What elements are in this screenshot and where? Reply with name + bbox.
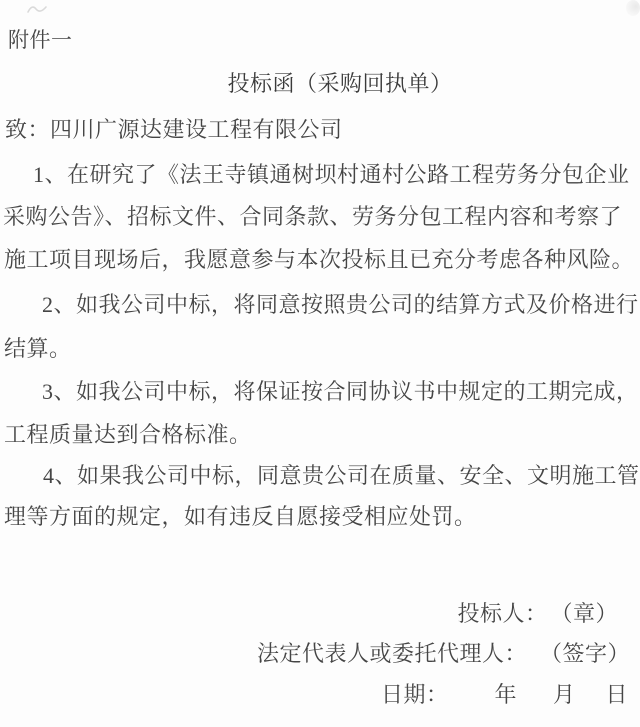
bidder-label: 投标人： [457,601,548,626]
attachment-label: 附件一 [8,28,73,52]
paragraph-2-line-1: 2、如我公司中标，将同意按照贵公司的结算方式及价格进行 [42,292,639,317]
paragraph-3-line-2: 工程质量达到合格标准。 [4,422,252,447]
date-year-placeholder: 年 [494,682,517,707]
date-label: 日期： [380,682,449,707]
paragraph-2-line-2: 结算。 [4,336,72,361]
bidder-seal-placeholder: （章） [561,601,618,626]
paragraph-1-line-3: 施工项目现场后，我愿意参与本次投标且已充分考虑各种风险。 [4,247,635,272]
paragraph-4-line-2: 理等方面的规定，如有违反自愿接受相应处罚。 [4,504,477,529]
signature-bidder-line [457,600,618,628]
salutation-line: 致：四川广源达建设工程有限公司 [5,117,343,142]
paragraph-1-line-2: 采购公告》、招标文件、合同条款、劳务分包工程内容和考察了 [3,204,623,229]
scan-pencil-mark [26,2,48,16]
scan-smudge [626,0,640,16]
signature-date-line [381,681,628,709]
signature-representative-line [257,640,630,668]
representative-label: 法定代表人或委托代理人： [256,641,527,666]
paragraph-1-line-1: 1、在研究了《法王寺镇通树坝村通村公路工程劳务分包企业 [33,162,630,187]
date-day-placeholder: 日 [605,682,628,707]
representative-sign-placeholder: （签字） [550,641,630,666]
date-month-placeholder: 月 [552,682,576,707]
document-title: 投标函（采购回执单） [227,71,453,96]
paragraph-4-line-1: 4、如果我公司中标，同意贵公司在质量、安全、文明施工管 [43,463,640,488]
paragraph-3-line-1: 3、如我公司中标，将保证按合同协议书中规定的工期完成， [42,379,639,404]
